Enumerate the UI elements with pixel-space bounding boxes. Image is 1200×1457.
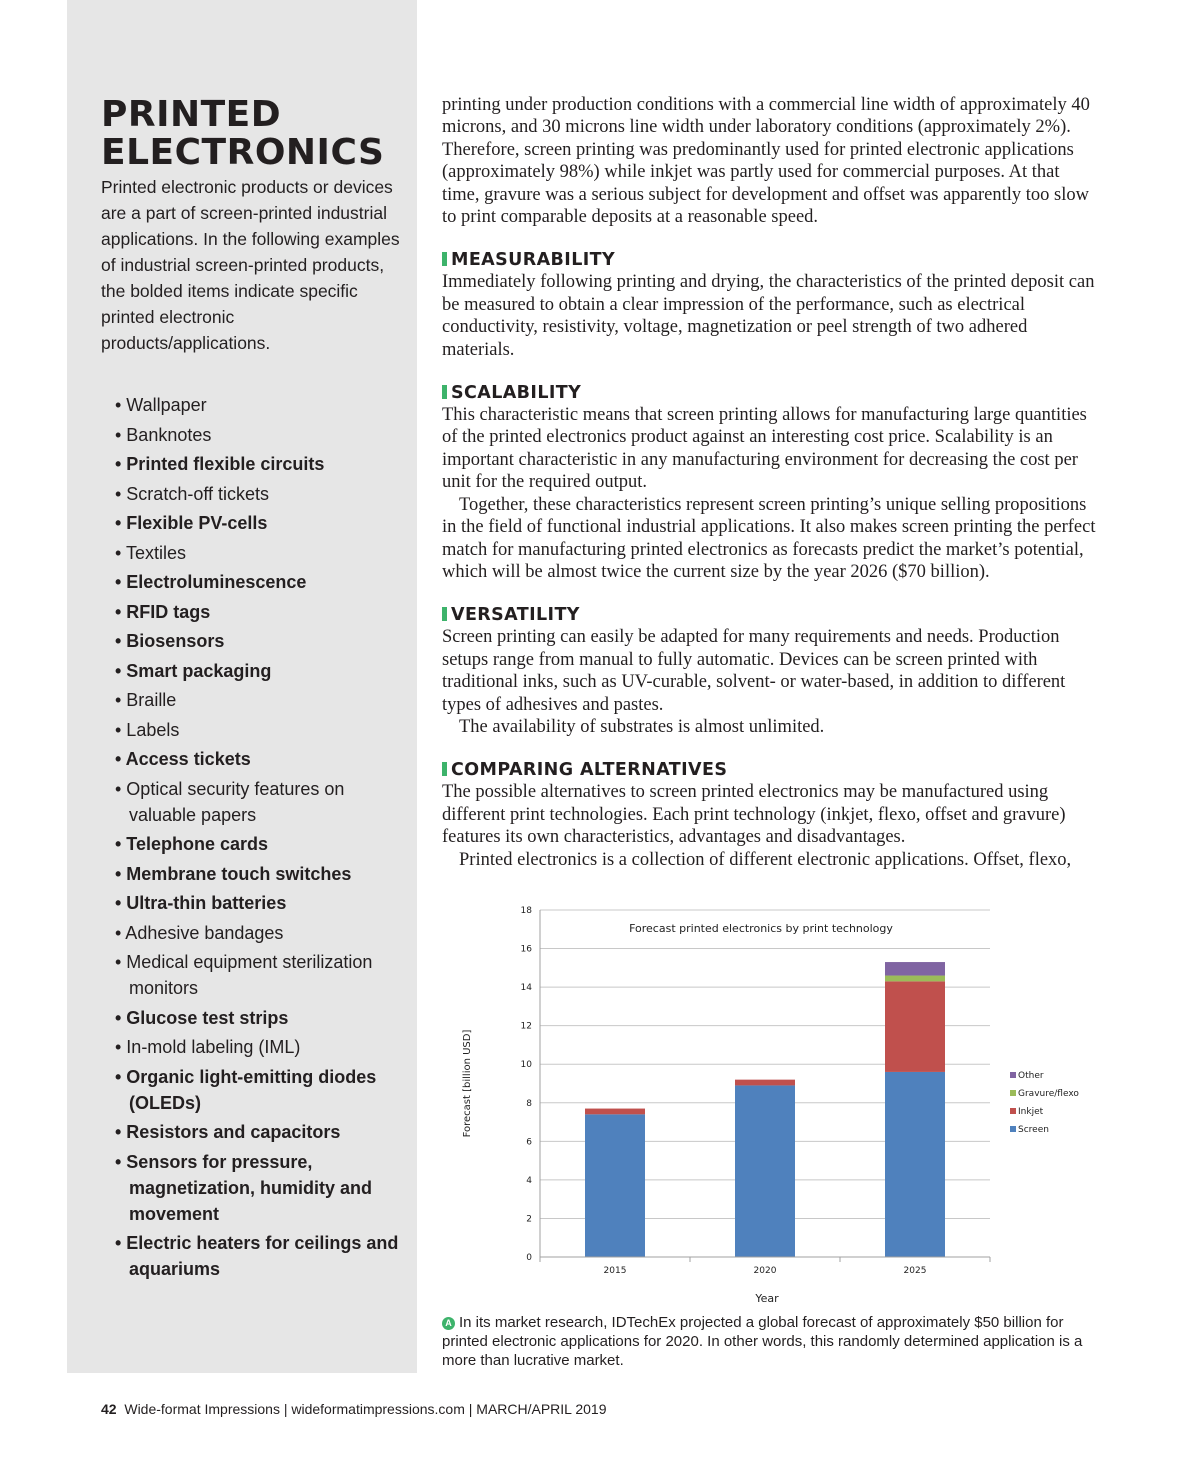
bar-inkjet-2025 [885, 981, 945, 1072]
sidebar-list-item: • Optical security features on valuable papers [115, 778, 345, 825]
y-tick-label: 18 [520, 906, 532, 916]
paragraph-comparing-1: The possible alternatives to screen printed electronics may be manufactured using different print technologies. Each print technology (inkjet, flexo, offset and gravure) features its own characteristics, advantages and disadvantages. [442, 782, 1066, 848]
sidebar-list-item: • Textiles [115, 542, 186, 563]
sidebar-title-line1: PRINTED [101, 94, 282, 135]
sidebar-list-item: • Printed flexible circuits [115, 454, 325, 474]
paragraph-versatility-1: Screen printing can easily be adapted for many requirements and needs. Production setups range from manual to fully automatic. Devices can be screen printed with traditional inks, such as UV-curable, solvent- or water-based, in addition to different types of adhesives and pastes. [442, 627, 1066, 715]
sidebar-list-item: • Adhesive bandages [115, 922, 284, 943]
heading-versatility: VERSATILITY [442, 604, 1098, 626]
x-tick-label: 2015 [603, 1266, 627, 1276]
sidebar-list-item: • Braille [115, 690, 177, 710]
y-tick-label: 8 [526, 1098, 532, 1109]
chart-svg [455, 900, 1100, 1310]
sidebar-list-item: • Labels [115, 719, 180, 740]
paragraph-versatility-2: The availability of substrates is almost unlimited. [459, 716, 825, 737]
legend-swatch [1010, 1090, 1016, 1096]
sidebar-list-item: • Electric heaters for ceilings and aquariums [115, 1233, 399, 1279]
sidebar-list-item: • Ultra-thin batteries [115, 893, 287, 913]
paragraph-scalability-2: Together, these characteristics represent screen printing’s unique selling propositions in the field of functional industrial applications. It also makes screen printing the perfect match for manufacturing printed electronics as forecasts predict the market’s potential, which will be almost twice the current size by the year 2026 ($70 billion). [442, 494, 1096, 582]
section-marker [442, 385, 447, 399]
caption-text: In its market research, IDTechEx projected a global forecast of approximately $50 billion for printed electronic applications for 2020. In other words, this randomly determined application is a more than lucrative market. [442, 1314, 1083, 1369]
legend-swatch [1010, 1126, 1016, 1132]
legend-swatch [1010, 1072, 1016, 1078]
sidebar-title-line2: ELECTRONICS [101, 132, 385, 173]
figure-caption [442, 1313, 1102, 1370]
x-axis-label: Year [755, 1292, 779, 1305]
bar-inkjet-2020 [735, 1080, 795, 1086]
article-body [442, 94, 1098, 871]
sidebar-list-item: • Banknotes [115, 424, 212, 445]
chart-title: Forecast printed electronics by print technology [629, 922, 893, 935]
sidebar-list-item: • Medical equipment sterilization monitors [115, 952, 373, 998]
forecast-chart [455, 900, 1100, 1310]
sidebar-list-item: • Telephone cards [115, 834, 269, 854]
sidebar-list-item: • Sensors for pressure, magnetization, humidity and movement [115, 1151, 373, 1224]
sidebar-list-item: • Resistors and capacitors [115, 1122, 341, 1142]
section-marker [442, 607, 447, 621]
sidebar-list-item: • Scratch-off tickets [115, 483, 270, 504]
bar-screen-2025 [885, 1072, 945, 1257]
sidebar-list-item: • Smart packaging [115, 660, 272, 681]
legend-label: Other [1018, 1071, 1044, 1081]
sidebar-intro: Printed electronic products or devices are a part of screen-printed industrial applications. In the following examples of industrial screen-printed products, the bolded items indicate specific printed electronic products/applications. [101, 177, 400, 353]
sidebar-title [101, 96, 401, 172]
sidebar-list-item: • Membrane touch switches [115, 863, 352, 884]
y-tick-label: 2 [526, 1214, 532, 1225]
sidebar-list-item: • Biosensors [115, 631, 225, 651]
bar-screen-2020 [735, 1085, 795, 1257]
paragraph-intro: printing under production conditions with a commercial line width of approximately 40 microns, and 30 microns line width under laboratory conditions (approximately 2%). Therefore, screen printing was predominantly used for printed electronic applications (approximately 98%) while inkjet was partly used for commercial purposes. At that time, gravure was a serious subject for development and offset was apparently too slow to print comparable deposits at a reasonable speed. [442, 95, 1090, 228]
y-tick-label: 14 [520, 983, 532, 994]
section-marker [442, 252, 447, 266]
section-marker [442, 762, 447, 776]
heading-comparing: COMPARING ALTERNATIVES [442, 759, 1098, 781]
caption-badge: A [442, 1317, 455, 1330]
footer-text: Wide-format Impressions | wideformatimpressions.com | MARCH/APRIL 2019 [124, 1401, 607, 1417]
y-tick-label: 16 [520, 944, 532, 955]
y-tick-label: 4 [526, 1175, 532, 1186]
sidebar [67, 0, 417, 1373]
legend-label: Inkjet [1018, 1107, 1044, 1117]
x-tick-label: 2020 [753, 1266, 777, 1276]
sidebar-list-item: • Flexible PV-cells [115, 513, 268, 533]
heading-scalability: SCALABILITY [442, 382, 1098, 404]
bar-gravure-flexo-2025 [885, 976, 945, 982]
y-tick-label: 12 [520, 1021, 532, 1032]
sidebar-list-item: • Glucose test strips [115, 1007, 289, 1028]
sidebar-list-item: • Organic light-emitting diodes (OLEDs) [115, 1066, 377, 1113]
legend-label: Gravure/flexo [1018, 1089, 1079, 1099]
sidebar-list-item: • RFID tags [115, 601, 211, 622]
heading-measurability: MEASURABILITY [442, 249, 1098, 271]
paragraph-scalability-1: This characteristic means that screen printing allows for manufacturing large quantities of the printed electronics product against an interesting cost price. Scalability is an important characteristic in any manufacturing environment for decreasing the cost per unit for the required output. [442, 405, 1087, 493]
sidebar-list-item: • Electroluminescence [115, 572, 307, 592]
sidebar-content [101, 96, 401, 1286]
bar-screen-2015 [585, 1114, 645, 1257]
legend-swatch [1010, 1108, 1016, 1114]
sidebar-list-item: • Wallpaper [115, 395, 207, 415]
y-tick-label: 10 [520, 1060, 532, 1071]
y-axis-label: Forecast [billion USD] [462, 1029, 473, 1138]
page-number: 42 [101, 1401, 117, 1417]
y-tick-label: 0 [526, 1253, 532, 1263]
bar-inkjet-2015 [585, 1109, 645, 1115]
sidebar-list-item: • Access tickets [115, 749, 251, 769]
sidebar-list-item: • In-mold labeling (IML) [115, 1037, 301, 1057]
paragraph-comparing-2: Printed electronics is a collection of different electronic applications. Offset, flexo, [459, 849, 1072, 870]
sidebar-list [101, 392, 401, 1282]
page-footer [101, 1401, 606, 1417]
bar-other-2025 [885, 962, 945, 975]
y-tick-label: 6 [526, 1137, 532, 1148]
paragraph-measurability: Immediately following printing and drying, the characteristics of the printed deposit can be measured to obtain a clear impression of the performance, such as electrical conductivity, resistivity, voltage, magnetization or peel strength of two adhered materials. [442, 272, 1095, 360]
legend-label: Screen [1018, 1125, 1049, 1135]
x-tick-label: 2025 [903, 1266, 927, 1276]
